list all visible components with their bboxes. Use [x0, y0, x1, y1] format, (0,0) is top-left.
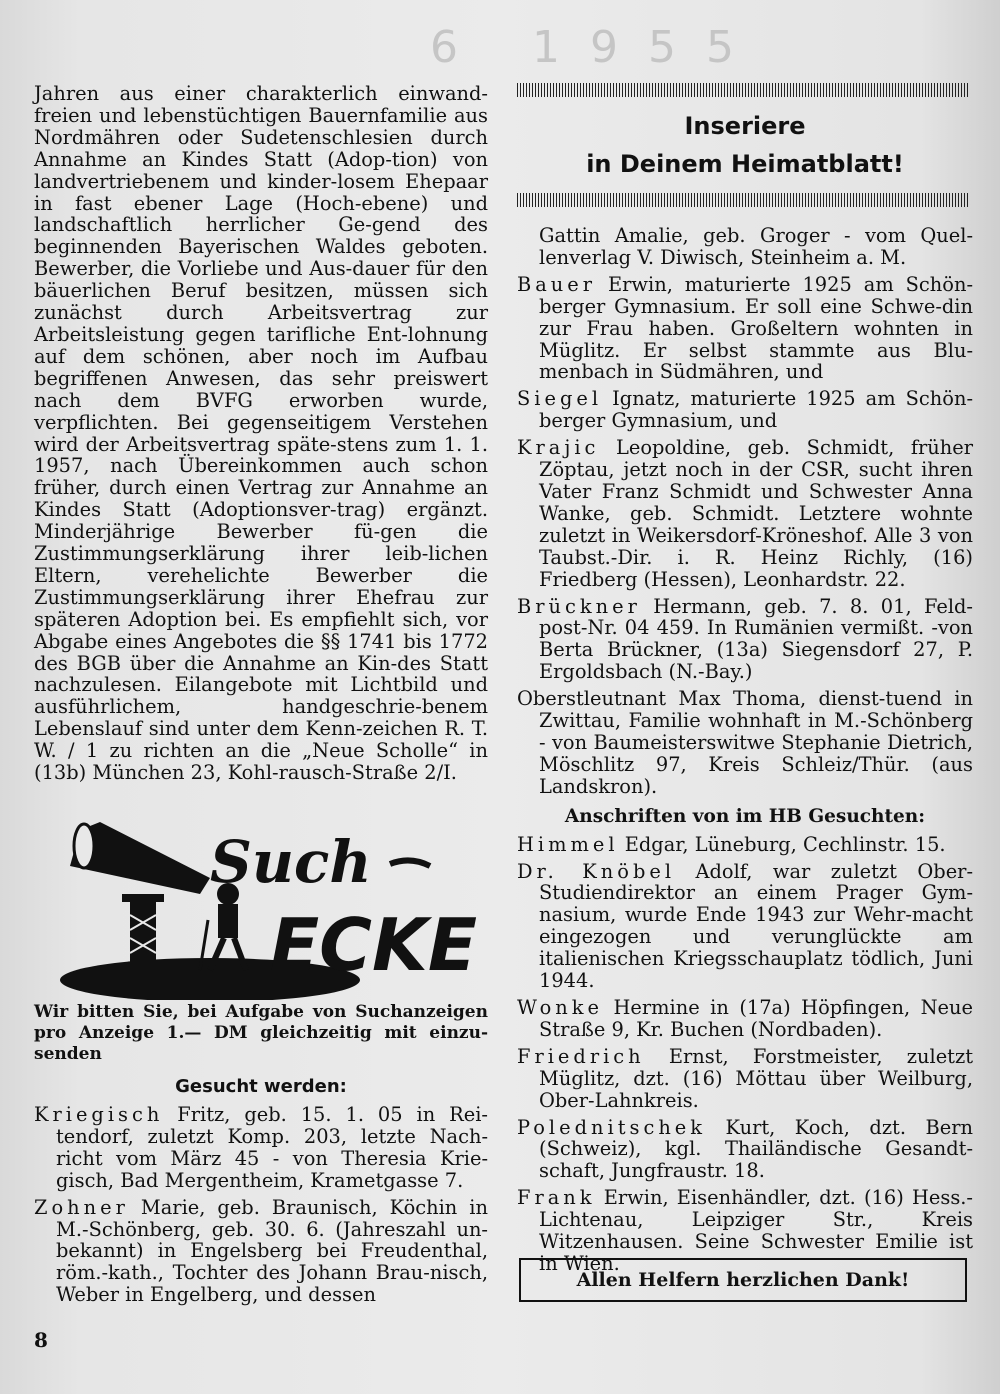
entry-text: Oberstleutnant Max Thoma, dienst-tuend in Zwittau, Familie wohnhaft in M.-Schönberg - von Baumeisterswitwe Stephanie Dietrich, Möschlitz 97, Kreis Schleiz/Thür. (aus Landskron). — [517, 687, 973, 798]
entry-name: Krajic — [517, 436, 600, 460]
advertise-line-2: in Deinem Heimatblatt! — [586, 150, 904, 178]
addresses-heading: Anschriften von im HB Gesuchten: — [564, 805, 926, 827]
date-stamp: 6 1955 — [430, 22, 764, 73]
entry-text: Hermann, geb. 7. 8. 01, Feld-post-Nr. 04 459. In Rumänien vermißt. -von Berta Brückner, (13a) Siegensdorf 27, P. Ergoldsbach (N.-Bay.) — [539, 594, 973, 684]
entry-text: Fritz, geb. 15. 1. 05 in Rei-tendorf, zuletzt Komp. 203, letzte Nach-richt vom März 45 - von Theresia Krie-gisch, Bad Mergentheim, Krametgasse 7. — [56, 1103, 488, 1192]
search-entry — [517, 388, 973, 432]
logo-such-text: Such — [210, 828, 372, 896]
entry-text: Ernst, Forstmeister, zuletzt Müglitz, dzt. (16) Möttau über Weilburg, Ober-Lahnkreis. — [539, 1044, 973, 1112]
entry-name: Dr. Knöbel — [517, 859, 676, 883]
entry-text: Hermine in (17a) Höpfingen, Neue Straße 9, Kr. Buchen (Nordbaden). — [539, 996, 973, 1041]
logo-ecke-text: ECKE — [270, 903, 477, 987]
left-search-list — [34, 1104, 488, 1311]
adoption-ad-paragraph: Jahren aus einer charakterlich einwand-freien und lebenstüchtigen Bauernfamilie aus Nordmähren oder Sudetenschlesien durch Annahme an Kindes Statt (Adop-tion) von landvertriebenem und kinder-losem Ehepaar in fast ebener Lage (Hoch-ebene) und landschaftlich herrlicher Ge-gend des beginnenden Bayerischen Waldes geboten. Bewerber, die Vorliebe und Aus-dauer für den bäuerlichen Beruf besitzen, müssen sich zunächst durch Arbeitsvertrag zur Arbeitsleistung gegen tarifliche Ent-lohnung auf dem schönen, aber noch im Aufbau begriffenen Anwesen, das sehr preiswert nach dem BVFG erworben wurde, verpflichten. Bei gegenseitigem Verstehen wird der Arbeitsvertrag späte-stens zum 1. 1. 1957, nach Übereinkommen auch schon früher, durch einen Vertrag zur Annahme an Kindes Statt (Adoptionsver-trag) ergänzt. Minderjährige Bewerber fü-gen die Zustimmungserklärung ihrer leib-lichen Eltern, verehelichte Bewerber die Zustimmungserklärung ihrer Ehefrau zur späteren Adoption bei. Es empfiehlt sich, vor Abgabe eines Angebotes die §§ 1741 bis 1772 des BGB über die Annahme an Kin-des Statt nachzulesen. Eilangebote mit Lichtbild und ausführlichem, handgeschrie-benem Lebenslauf sind unter dem Kenn-zeichen R. T. W. / 1 zu richten an die „Neue Scholle“ in (13b) München 23, Kohl-rausch-Straße 2/I. — [34, 82, 488, 785]
address-entry — [517, 997, 973, 1041]
entry-text: Marie, geb. Braunisch, Köchin in M.-Schönberg, geb. 30. 6. (Jahreszahl un-bekannt) in Engelsberg bei Freudenthal, röm.-kath., Tochter des Johann Brau-nisch, Weber in Engelberg, und dessen — [56, 1195, 488, 1307]
continuation-text: Gattin Amalie, geb. Groger - vom Quel-lenverlag V. Diwisch, Steinheim a. M. — [539, 224, 973, 269]
left-column — [34, 83, 488, 784]
entry-name: Zohner — [34, 1195, 129, 1219]
entry-name: Brückner — [517, 594, 641, 618]
search-entry — [517, 688, 973, 798]
advertise-line-1: Inseriere — [684, 112, 806, 140]
such-ecke-logo — [60, 820, 480, 1000]
fee-note: Wir bitten Sie, bei Aufgabe von Suchanzeigen pro Anzeige 1.— DM gleichzeitig mit einzu-senden — [34, 1002, 488, 1064]
entry-name: Frank — [517, 1186, 596, 1210]
entry-name: Himmel — [517, 832, 619, 856]
thanks-box: Allen Helfern herzlichen Dank! — [519, 1258, 967, 1302]
entry-name: Siegel — [517, 387, 603, 411]
page-number: 8 — [34, 1328, 48, 1352]
entry-name: Polednitschek — [517, 1115, 707, 1139]
top-hatch-divider — [517, 83, 969, 97]
address-entry — [517, 834, 973, 856]
search-entry — [517, 596, 973, 684]
address-list — [517, 834, 973, 1275]
entry-text: Adolf, war zuletzt Ober-Studiendirektor an einem Prager Gym-nasium, wurde Ende 1943 zur Wehr-macht eingezogen und verunglückte am italienischen Kriegsschauplatz tödlich, Juni 1944. — [539, 859, 973, 993]
entry-text: Ignatz, maturierte 1925 am Schön-berger Gymnasium, und — [539, 387, 973, 433]
entry-name: Wonke — [517, 996, 604, 1019]
search-entry — [34, 1104, 488, 1192]
bottom-hatch-divider — [517, 193, 969, 207]
entry-text: Kurt, Koch, dzt. Bern (Schweiz), kgl. Thailändische Gesandt-schaft, Jungfraustr. 18. — [539, 1115, 973, 1183]
entry-name: Friedrich — [517, 1044, 645, 1068]
search-entry — [517, 274, 973, 384]
right-search-list — [517, 225, 973, 798]
entry-name: Bauer — [517, 272, 597, 296]
advertise-banner — [517, 107, 973, 183]
search-entry — [517, 437, 973, 590]
address-entry — [517, 861, 973, 992]
entry-text: Leopoldine, geb. Schmidt, früher Zöptau, jetzt noch in der CSR, sucht ihren Vater Franz Schmidt und Schwester Anna Wanke, geb. Schmidt. Letztere wohnte zuletzt in Weikersdorf-Kröneshof. Alle 3 von Taubst.-Dir. i. R. Heinz Richly, (16) Friedberg (Hessen), Leonhardstr. 22. — [539, 436, 973, 591]
entry-text: Erwin, maturierte 1925 am Schön-berger Gymnasium. Er soll eine Schwe-din zur Frau haben. Großeltern wohnten in Müglitz. Er selbst stammte aus Blu-menbach in Südmähren, und — [539, 272, 973, 384]
search-entry — [34, 1197, 488, 1307]
entry-text: Edgar, Lüneburg, Cechlinstr. 15. — [618, 832, 946, 856]
entry-name: Kriegisch — [34, 1103, 164, 1126]
tower-shape — [130, 898, 156, 970]
address-entry — [517, 1117, 973, 1183]
entry-text: Erwin, Eisenhändler, dzt. (16) Hess.-Lichtenau, Leipziger Str., Kreis Witzenhausen. Seine Schwester Emilie ist in Wien. — [539, 1186, 973, 1275]
right-column — [517, 83, 973, 1280]
address-entry — [517, 1046, 973, 1112]
gesucht-heading: Gesucht werden: — [175, 1076, 347, 1097]
